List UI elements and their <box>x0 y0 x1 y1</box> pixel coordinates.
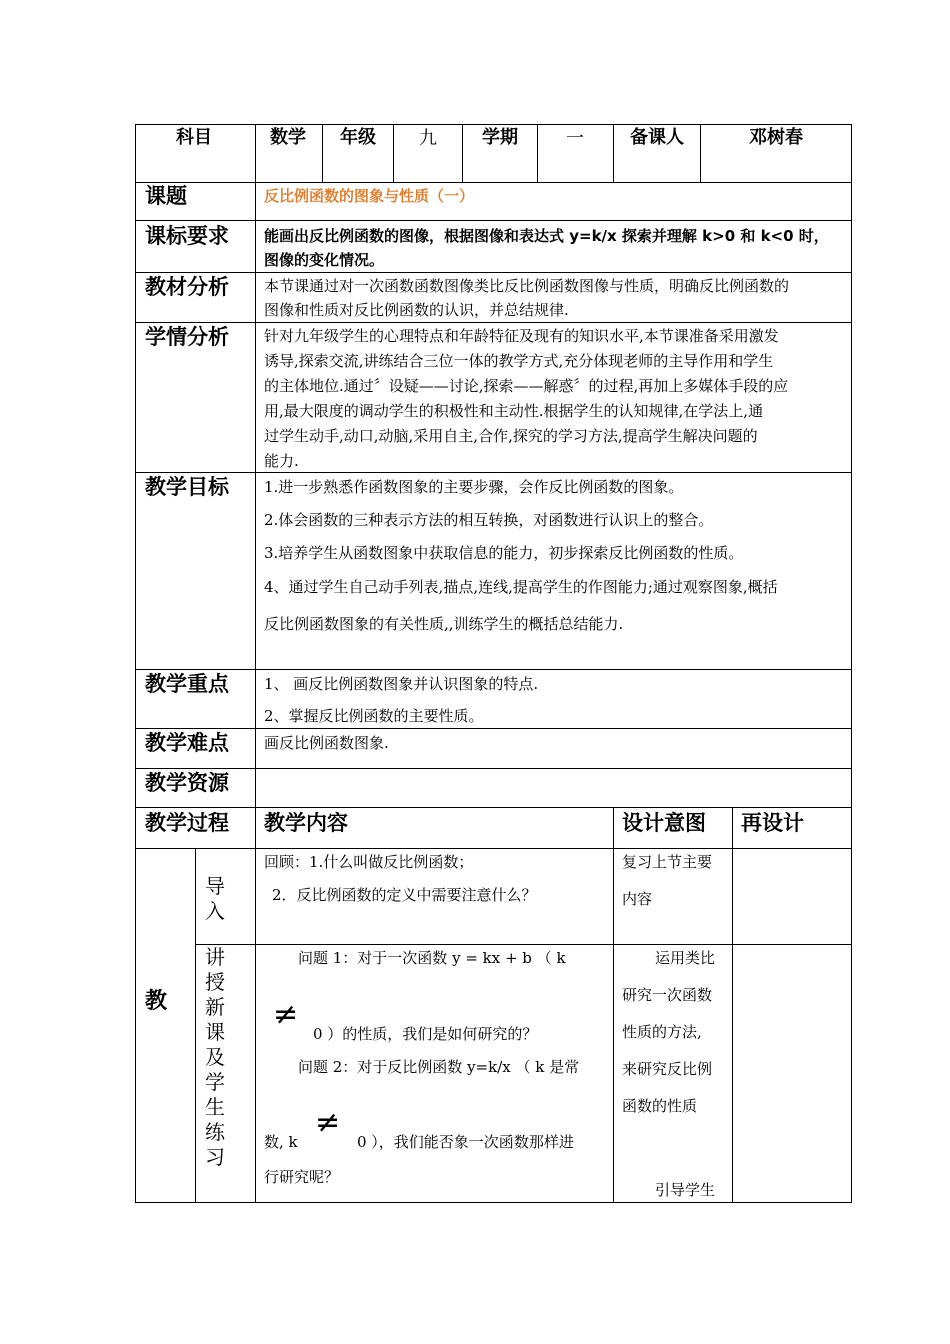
term-value: 一 <box>566 128 584 149</box>
grade-value: 九 <box>419 128 437 149</box>
key-points-label: 教学重点 <box>145 672 229 696</box>
vertical-label-char: 练 <box>205 1120 225 1144</box>
vertical-label-char: 授 <box>205 970 225 994</box>
table-border <box>135 848 852 849</box>
not-equal-symbol: ≠ <box>315 1105 341 1140</box>
table-border <box>135 807 852 808</box>
teacher-value: 邓树春 <box>749 127 803 148</box>
table-border <box>135 728 852 729</box>
table-border <box>135 124 852 125</box>
table-border <box>613 807 614 1203</box>
table-border <box>135 768 852 769</box>
standard-line: 图像的变化情况。 <box>264 251 385 269</box>
students-line: 能力. <box>264 452 299 470</box>
table-border <box>537 124 538 182</box>
intent-header: 设计意图 <box>622 811 706 835</box>
subject-label: 科目 <box>176 127 212 148</box>
question-1-line: 0 ）的性质，我们是如何研究的？ <box>313 1025 538 1043</box>
question-2-line: 行研究呢？ <box>264 1168 340 1186</box>
vertical-label-char: 生 <box>205 1095 225 1119</box>
question-2-line: 数, k <box>264 1133 298 1151</box>
vertical-label-char: 新 <box>205 995 225 1019</box>
material-line: 图像和性质对反比例函数的认识，并总结规律. <box>264 301 569 319</box>
key-point-line: 2、掌握反比例函数的主要性质。 <box>264 707 484 725</box>
grade-label: 年级 <box>340 127 376 148</box>
objective-line: 2.体会函数的三种表示方法的相互转换，对函数进行认识上的整合。 <box>264 511 714 529</box>
redesign-header: 再设计 <box>741 811 804 835</box>
vertical-label-char: 讲 <box>205 945 225 969</box>
table-border <box>613 124 614 182</box>
intro-content-line: 回顾：1.什么叫做反比例函数； <box>264 853 474 871</box>
intro-content-line: 2．反比例函数的定义中需要注意什么？ <box>272 886 537 904</box>
table-border <box>135 182 852 183</box>
intro-intent-line: 复习上节主要 <box>622 853 713 871</box>
objective-line: 反比例函数图象的有关性质,,训练学生的概括总结能力. <box>264 615 624 633</box>
resources-label: 教学资源 <box>145 771 229 795</box>
students-line: 过学生动手,动口,动脑,采用自主,合作,探究的学习方法,提高学生解决问题的 <box>264 427 758 445</box>
table-border <box>135 322 852 323</box>
table-border <box>851 124 852 1203</box>
table-border <box>135 220 852 221</box>
table-border <box>135 124 136 1203</box>
table-border <box>195 848 196 1203</box>
students-line: 的主体地位.通过〞设疑——讨论,探索——解惑〞的过程,再加上多媒体手段的应 <box>264 377 789 395</box>
students-line: 用,最大限度的调动学生的积极性和主动性.根据学生的认知规律,在学法上,通 <box>264 402 764 420</box>
table-border <box>322 124 323 182</box>
vertical-label-char: 及 <box>205 1045 225 1069</box>
key-point-line: 1、 画反比例函数图象并认识图象的特点. <box>264 675 539 693</box>
table-border <box>135 669 852 670</box>
objectives-label: 教学目标 <box>145 475 229 499</box>
students-line: 诱导,探索交流,讲练结合三位一体的教学方式,充分体现老师的主导作用和学生 <box>264 352 774 370</box>
material-label: 教材分析 <box>145 275 229 299</box>
teach-intent-line: 性质的方法, <box>622 1023 702 1041</box>
teach-label <box>203 945 227 1170</box>
table-border <box>135 1202 852 1203</box>
vertical-label-char: 学 <box>205 1070 225 1094</box>
objective-line: 4、通过学生自己动手列表,描点,连线,提高学生的作图能力;通过观察图象,概括 <box>264 578 778 596</box>
topic-label: 课题 <box>145 184 187 208</box>
students-line: 针对九年级学生的心理特点和年龄特征及现有的知识水平,本节课准备采用激发 <box>264 327 779 345</box>
table-border <box>255 124 256 1203</box>
students-label: 学情分析 <box>145 325 229 349</box>
objective-line: 1.进一步熟悉作函数图象的主要步骤，会作反比例函数的图象。 <box>264 478 684 496</box>
table-border <box>462 124 463 182</box>
teach-intent-tail: 引导学生 <box>655 1181 716 1199</box>
not-equal-symbol: ≠ <box>273 997 299 1032</box>
vertical-label-char: 导 <box>205 874 225 898</box>
topic-value: 反比例函数的图象与性质（一） <box>264 187 475 205</box>
standard-label: 课标要求 <box>145 224 229 248</box>
process-label: 教学过程 <box>145 811 229 835</box>
difficulties-value: 画反比例函数图象. <box>264 734 389 752</box>
teach-intent-line: 来研究反比例 <box>622 1060 713 1078</box>
table-border <box>195 944 852 945</box>
table-border <box>135 472 852 473</box>
objective-line: 3.培养学生从函数图象中获取信息的能力，初步探索反比例函数的性质。 <box>264 544 744 562</box>
material-line: 本节课通过对一次函数函数图像类比反比例函数图像与性质，明确反比例函数的 <box>264 277 790 295</box>
table-border <box>393 124 394 182</box>
vertical-label-char: 入 <box>205 899 225 923</box>
process-side-label: 教 <box>145 989 168 1014</box>
content-header: 教学内容 <box>264 811 348 835</box>
teacher-label: 备课人 <box>630 127 684 148</box>
question-2-line: 问题 2：对于反比例函数 y=k/x （ k 是常 <box>298 1058 580 1076</box>
question-2-line: 0 ），我们能否象一次函数那样进 <box>357 1133 574 1151</box>
teach-intent-line: 函数的性质 <box>622 1097 698 1115</box>
table-border <box>700 124 701 182</box>
question-1-line: 问题 1：对于一次函数 y = kx + b （ k <box>298 949 566 967</box>
intro-intent-line: 内容 <box>622 890 653 908</box>
teach-intent-line: 研究一次函数 <box>622 986 713 1004</box>
table-border <box>135 272 852 273</box>
vertical-label-char: 课 <box>205 1020 225 1044</box>
table-border <box>732 807 733 1203</box>
standard-line: 能画出反比例函数的图像，根据图像和表达式 y=k/x 探索并理解 k>0 和 k<0 时， <box>264 227 829 245</box>
teach-intent-line: 运用类比 <box>655 949 716 967</box>
difficulties-label: 教学难点 <box>145 731 229 755</box>
intro-label <box>203 874 227 924</box>
term-label: 学期 <box>482 127 518 148</box>
subject-value: 数学 <box>270 127 306 148</box>
vertical-label-char: 习 <box>205 1145 225 1169</box>
